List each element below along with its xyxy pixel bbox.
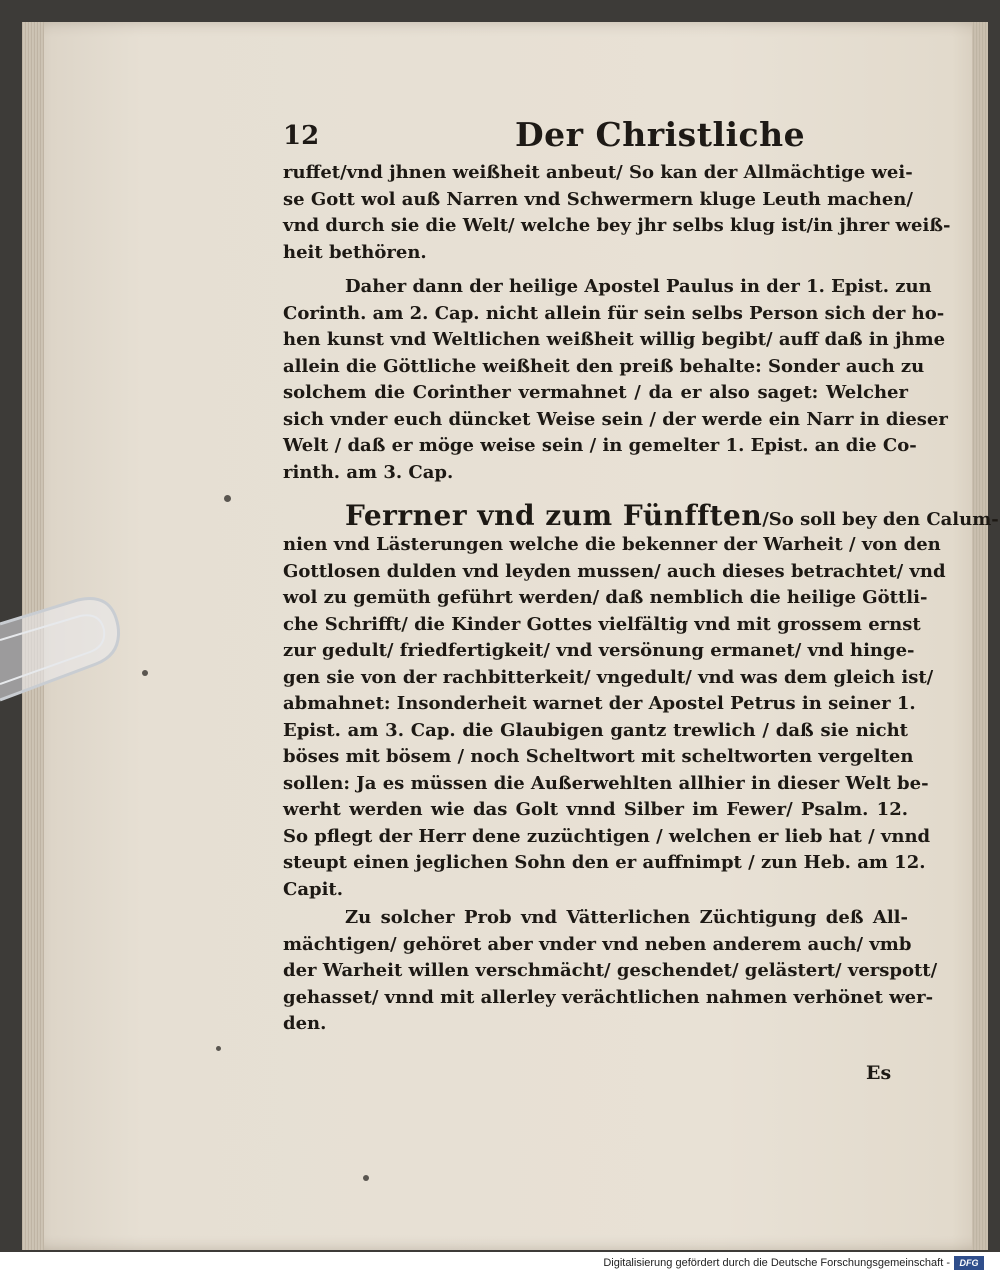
catchword: Es [866,1062,892,1084]
text-line: rinth. am 3. Cap. [283,461,454,483]
page-stack-right-edge [972,22,988,1250]
paper-speck [216,1046,221,1051]
text-line: ruffet/vnd jhnen weißheit anbeut/ So kan der Allmächtige wei- [283,162,913,183]
text-line: Daher dann der heilige Apostel Paulus in der 1. Epist. zun [345,276,932,297]
text-line: abmahnet: Insonderheit warnet der Apostel Petrus in seiner 1. [283,693,916,714]
text-line: gen sie von der rachbitterkeit/ vngedult/ vnd was dem gleich ist/ [283,666,934,688]
text-line: vnd durch sie die Welt/ welche bey jhr selbs klug ist/in jhrer weiß- [283,215,951,236]
text-line: solchem die Corinther vermahnet / da er also saget: Welcher [283,382,908,403]
text-line: den. [283,1013,327,1034]
lead-line-rest: /So soll bey den Calum- [762,509,999,530]
text-line: gehasset/ vnnd mit allerley verächtlichen nahmen verhönet wer- [283,986,934,1008]
text-line: sollen: Ja es müssen die Außerwehlten allhier in dieser Welt be- [283,772,929,794]
text-line: wol zu gemüth geführt werden/ daß nemblich die heilige Göttli- [283,587,928,608]
paper-speck [224,495,231,502]
paragraph-4 [283,905,938,1038]
text-line: Capit. [283,878,343,900]
paper-clip-icon [0,596,120,716]
page-header [283,115,908,159]
text-line-lead [283,499,999,532]
text-line: se Gott wol auß Narren vnd Schwermern kluge Leuth machen/ [283,188,913,210]
paragraph-2 [283,274,948,486]
paper-speck [142,670,148,676]
text-line: Gottlosen dulden vnd leyden mussen/ auch dieses betrachtet/ vnd [283,560,946,582]
text-line: Epist. am 3. Cap. die Glaubigen gantz trewlich / daß sie nicht [283,719,908,741]
text-line: allein die Göttliche weißheit den preiß behalte: Sonder auch zu [283,355,925,377]
section-lead: Ferrner vnd zum Fünfften [345,499,763,532]
text-line: Welt / daß er möge weise sein / in gemelter 1. Epist. an die Co- [283,435,917,456]
paper-speck [363,1175,369,1181]
text-line: So pflegt der Herr dene zuzüchtigen / welchen er lieb hat / vnnd [283,825,931,847]
dfg-logo-icon: DFG [954,1256,984,1270]
text-line: der Warheit willen verschmächt/ geschendet/ gelästert/ verspott/ [283,960,938,981]
text-line: sich vnder euch düncket Weise sein / der werde ein Narr in dieser [283,408,948,430]
page-number: 12 [283,121,320,151]
text-line: zur gedult/ friedfertigkeit/ vnd versönung ermanet/ vnd hinge- [283,640,915,661]
text-line: heit bethören. [283,241,427,263]
text-line: böses mit bösem / noch Scheltwort mit scheltworten vergelten [283,746,914,767]
paragraph-3 [283,499,999,903]
text-line: nien vnd Lästerungen welche die bekenner der Warheit / von den [283,534,941,555]
footer-credit: Digitalisierung gefördert durch die Deutsche Forschungsgemeinschaft - [603,1257,950,1269]
digitization-footer [0,1252,1000,1275]
paragraph-1 [283,160,951,266]
text-line: mächtigen/ gehöret aber vnder vnd neben anderem auch/ vmb [283,933,912,955]
text-line: steupt einen jeglichen Sohn den er auffnimpt / zun Heb. am 12. [283,852,926,873]
text-line: che Schrifft/ die Kinder Gottes vielfältig vnd mit grossem ernst [283,613,921,635]
text-line: Zu solcher Prob vnd Vätterlichen Züchtigung deß All- [345,907,908,928]
body-text [283,160,999,1038]
text-line: hen kunst vnd Weltlichen weißheit willig begibt/ auff daß in jhme [283,329,946,350]
running-title: Der Christliche [515,115,806,154]
text-line: werht werden wie das Golt vnnd Silber im Fewer/ Psalm. 12. [283,799,908,820]
text-line: Corinth. am 2. Cap. nicht allein für sein selbs Person sich der ho- [283,302,945,324]
